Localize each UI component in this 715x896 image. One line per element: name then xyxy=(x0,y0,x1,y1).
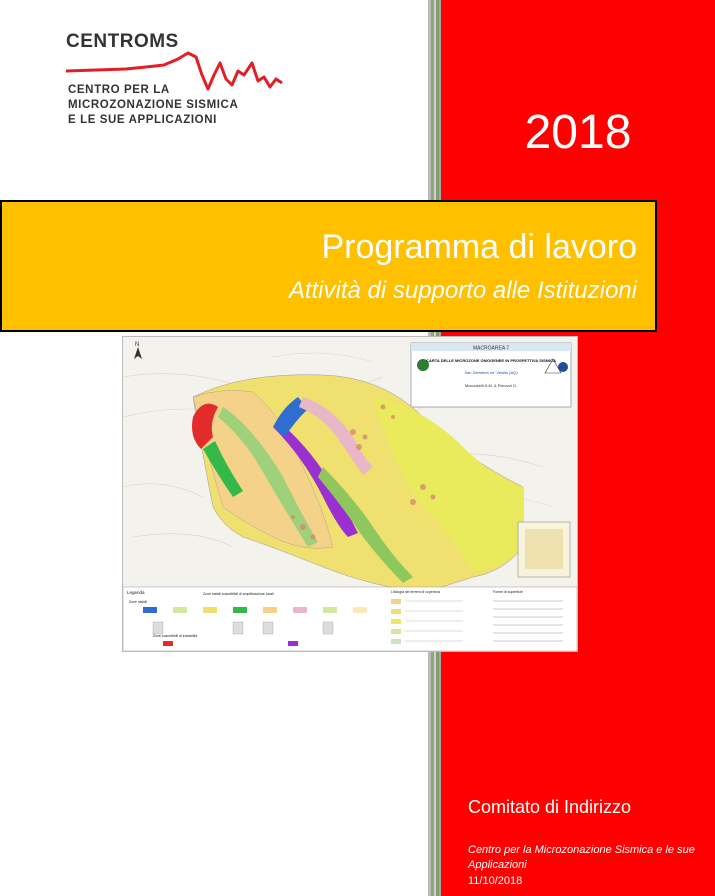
legend-amplification-zones: Zone stabili suscettibili di amplificazione locali xyxy=(203,592,274,596)
title-banner xyxy=(0,200,657,332)
svg-text:N: N xyxy=(135,342,140,348)
legend-surface-forms: Forme di superficie xyxy=(493,590,523,594)
committee-name: Comitato di Indirizzo xyxy=(468,797,632,817)
map-place: San Demetrio ne' Vestini (AQ) xyxy=(464,370,518,375)
logo-text-line-1: CENTRO PER LA xyxy=(68,84,170,96)
legend-title: Legenda xyxy=(127,590,145,595)
map-authors: Mucciarelli A.M. & Pierozzi D. xyxy=(464,383,518,388)
map-header-band: MACROAREA 7 xyxy=(472,345,510,352)
logo-brand: CENTROMS xyxy=(66,31,179,52)
legend-instability-zones: Zone suscettibili di instabilità xyxy=(153,634,198,638)
organization-name: Centro per la Microzonazione Sismica e le sue Applicazioni xyxy=(468,844,695,871)
centroms-logo xyxy=(66,27,296,137)
microzonation-map-image xyxy=(122,336,578,652)
logo-text-line-2: MICROZONAZIONE SISMICA xyxy=(68,99,239,111)
cover-year: 2018 xyxy=(524,106,632,159)
map-heading: CARTA DELLE MICROZONE OMOGENEE IN PROSPETTIVA SISMICA xyxy=(426,358,556,363)
legend-stable-zones: Zone stabili xyxy=(129,600,147,604)
logo-text-line-3: E LE SUE APPLICAZIONI xyxy=(68,114,217,126)
cover-subtitle: Attività di supporto alle Istituzioni xyxy=(288,277,637,304)
document-date: 11/10/2018 xyxy=(468,875,523,887)
cover-title: Programma di lavoro xyxy=(321,228,637,266)
map-drawing xyxy=(123,337,577,651)
legend-lithology: Litologia dei terreni di copertura xyxy=(391,590,441,594)
